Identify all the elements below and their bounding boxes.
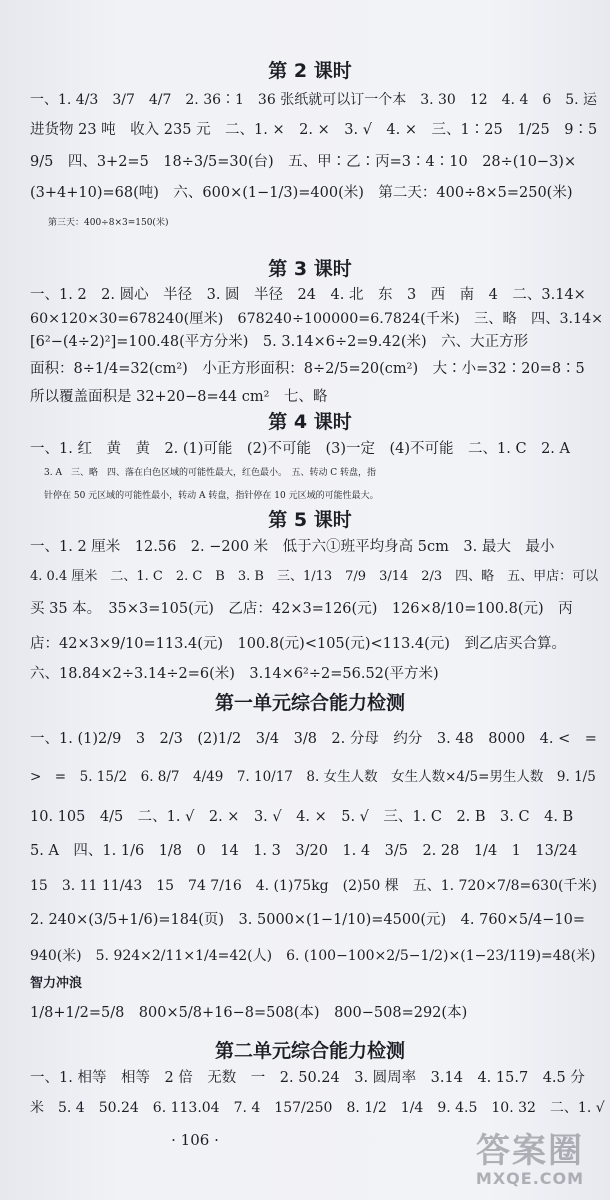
text-line: 进货物 23 吨 收入 235 元 二、1. × 2. × 3. √ 4. × 三、1∶25 1/25 9∶5: [30, 122, 598, 138]
text-line: 米 5. 4 50.24 6. 113.04 7. 4 157/250 8. 1/2 1/4 9. 4.5 10. 32 二、1. √: [30, 1100, 605, 1116]
text-line: 一、1. 2 厘米 12.56 2. −200 米 低于六①班平均身高 5cm 3. 最大 最小: [30, 539, 555, 555]
text-line: 第三天：400÷8×3=150(米): [48, 218, 169, 228]
text-line: 一、1. (1)2/9 3 2/3 (2)1/2 3/4 3/8 2. 分母 约分 3. 48 8000 4. < =: [30, 731, 597, 747]
text-line: 5. A 四、1. 1/6 1/8 0 14 1. 3 3/20 1. 4 3/5 2. 28 1/4 1 13/24: [30, 843, 578, 859]
text-line: 面积：8÷1/4=32(cm²) 小正方形面积：8÷2/5=20(cm²) 大∶小=32∶20=8∶5: [30, 361, 585, 377]
text-line: 一、1. 红 黄 黄 2. (1)可能 (2)不可能 (3)一定 (4)不可能 二、1. C 2. A: [30, 441, 570, 457]
text-line: (3+4+10)=68(吨) 六、600×(1−1/3)=400(米) 第二天：400÷8×5=250(米): [30, 185, 573, 201]
text-line: 9/5 四、3+2=5 18÷3/5=30(台) 五、甲∶乙∶丙=3∶4∶10 28÷(10−3)×: [30, 154, 577, 170]
text-line: 一、1. 2 2. 圆心 半径 3. 圆 半径 24 4. 北 东 3 西 南 4 二、3.14×: [30, 287, 586, 303]
text-line: 15 3. 11 11/43 15 74 7/16 4. (1)75kg (2)50 棵 五、1. 720×7/8=630(千米): [30, 878, 597, 894]
text-line: 一、1. 4/3 3/7 4/7 2. 36∶1 36 张纸就可以订一个本 3. 30 12 4. 4 6 5. 运: [30, 92, 598, 108]
text-line: 所以覆盖面积是 32+20−8=44 cm² 七、略: [30, 389, 328, 405]
text-line: 针停在 50 元区域的可能性最小，转动 A 转盘，指针停在 10 元区域的可能性最大。: [44, 491, 379, 501]
text-line: 店：42×3×9/10=113.4(元) 100.8(元)<105(元)<113.4(元) 到乙店买合算。: [30, 636, 566, 652]
page-number: · 106 ·: [171, 1131, 219, 1149]
subheading-brain-teaser: 智力冲浪: [30, 976, 83, 991]
section-title-lesson-5: 第 5 课时: [268, 509, 352, 531]
text-line: 一、1. 相等 相等 2 倍 无数 一 2. 50.24 3. 圆周率 3.14 4. 15.7 4.5 分: [30, 1070, 585, 1086]
text-line: 4. 0.4 厘米 二、1. C 2. C B 3. B 三、1/13 7/9 3/14 2/3 四、略 五、甲店：可以: [30, 569, 599, 584]
text-line: 买 35 本。 35×3=105(元) 乙店：42×3=126(元) 126×8/10=100.8(元) 丙: [30, 601, 573, 617]
section-title-unit-1-test: 第一单元综合能力检测: [214, 692, 405, 714]
section-title-lesson-4: 第 4 课时: [268, 411, 352, 433]
watermark-logo: [460, 1132, 600, 1192]
text-line: 940(米) 5. 924×2/11×1/4=42(人) 6. (100−100×2/5−1/2)×(1−23/119)=48(米): [30, 948, 596, 964]
text-line: 2. 240×(3/5+1/6)=184(页) 3. 5000×(1−1/10)=4500(元) 4. 760×5/4−10=: [30, 912, 586, 928]
text-line: > = 5. 15/2 6. 8/7 4/49 7. 10/17 8. 女生人数 女生人数×4/5=男生人数 9. 1/5: [30, 769, 596, 785]
section-title-lesson-3: 第 3 课时: [268, 258, 352, 280]
text-line: 60×120×30=678240(厘米) 678240÷100000=6.7824(千米) 三、略 四、3.14×: [30, 311, 604, 327]
text-line: 10. 105 4/5 二、1. √ 2. × 3. √ 4. × 5. √ 三、1. C 2. B 3. C 4. B: [30, 809, 574, 825]
text-line: 六、18.84×2÷3.14÷2=6(米) 3.14×6²÷2=56.52(平方米): [30, 666, 439, 682]
section-title-lesson-2: 第 2 课时: [268, 60, 352, 82]
text-line: 1/8+1/2=5/8 800×5/8+16−8=508(本) 800−508=292(本): [30, 1005, 468, 1021]
watermark-text: 答案圈: [476, 1131, 584, 1171]
watermark-url: MXQE.COM: [475, 1169, 585, 1188]
text-line: [6²−(4÷2)²]=100.48(平方分米) 5. 3.14×6÷2=9.42(米) 六、大正方形: [30, 334, 529, 350]
section-title-unit-2-test: 第二单元综合能力检测: [214, 1040, 405, 1062]
text-line: 3. A 三、略 四、落在白色区域的可能性最大，红色最小。 五、转动 C 转盘，指: [44, 468, 377, 478]
